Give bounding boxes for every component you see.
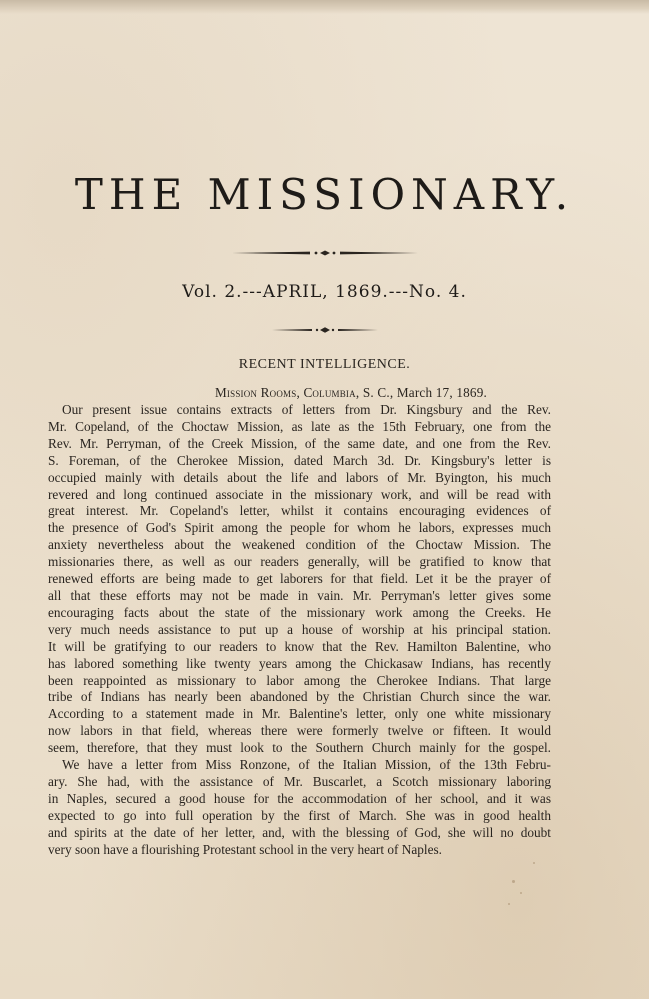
text-line: S. Foreman, of the Cherokee Mission, dated March 3d. Dr. Kingsbury's letter is <box>48 452 551 468</box>
dateline-rest: , S. C., March 17, 1869. <box>355 385 488 400</box>
dateline <box>215 385 487 401</box>
text-line: occupied mainly with details about the life and labors of Mr. Byington, his much <box>48 469 551 485</box>
paper-speck <box>533 862 535 864</box>
text-line: ary. She had, with the assistance of Mr. Buscarlet, a Scotch missionary laboring <box>48 773 551 789</box>
text-line: Our present issue contains extracts of letters from Dr. Kingsbury and the Rev. <box>62 402 551 417</box>
text-line: missionaries there, as well as our readers generally, will be gratified to know that <box>48 554 551 570</box>
text-line: very much needs assistance to put up a house of worship at his principal station. <box>48 621 551 637</box>
text-line: now labors in that field, whereas there were formerly twelve or fifteen. It would <box>48 723 551 739</box>
text-line: in Naples, secured a good house for the accommodation of her school, and it was <box>48 790 551 806</box>
dateline-place-2: Columbia <box>303 385 356 400</box>
text-line: seem, therefore, that they must look to the Southern Church mainly for the gospel. <box>48 740 551 756</box>
text-line: has labored something like twenty years among the Chickasaw Indians, has recently <box>48 655 551 671</box>
text-line: tribe of Indians has nearly been abandoned by the Christian Church since the war. <box>48 689 551 705</box>
text-line: been reappointed as missionary to labor among the Cherokee Indians. That large <box>48 672 551 688</box>
text-line: According to a statement made in Mr. Balentine's letter, only one white missionary <box>48 706 551 722</box>
masthead-title: THE MISSIONARY. <box>74 170 575 219</box>
issue-line: Vol. 2.---APRIL, 1869.---No. 4. <box>182 282 467 302</box>
text-line: revered and long continued associate in the missionary work, and will be read with <box>48 486 551 502</box>
text-line: We have a letter from Miss Ronzone, of the Italian Mission, of the 13th Febru- <box>62 757 551 773</box>
section-title: RECENT INTELLIGENCE. <box>238 357 411 372</box>
ornament-rule-bottom-graphic <box>270 325 380 335</box>
text-line: and spirits at the date of her letter, and, with the blessing of God, she will no doubt <box>48 824 551 840</box>
text-line: It will be gratifying to our readers to know that the Rev. Hamilton Balentine, who <box>48 638 551 654</box>
ornament-rule-top <box>0 248 649 258</box>
text-line: renewed efforts are being made to get laborers for that field. Let it be the prayer of <box>48 571 551 587</box>
paper-speck <box>512 880 515 883</box>
paragraph-1 <box>48 402 551 757</box>
text-line: anxiety nevertheless about the weakened condition of the Choctaw Mission. The <box>48 537 551 553</box>
dateline-comma: , <box>296 385 304 400</box>
page-top-edge <box>0 0 649 14</box>
text-line: the presence of God's Spirit among the people for whom he labors, expresses much <box>48 520 551 536</box>
text-line: expected to go into full operation by the first of March. She was in good health <box>48 807 551 823</box>
text-line: encouraging facts about the state of the missionary work among the Creeks. He <box>48 604 551 620</box>
text-line: very soon have a flourishing Protestant school in the very heart of Naples. <box>48 841 443 857</box>
paper-speck <box>508 903 510 905</box>
ornament-rule-bottom <box>0 325 649 335</box>
ornament-rule-top-graphic <box>230 248 420 258</box>
article-body <box>48 402 551 858</box>
text-line: Mr. Copeland, of the Choctaw Mission, as late as the 15th February, one from the <box>48 418 551 434</box>
paragraph-2 <box>48 757 551 858</box>
paper-speck <box>520 892 522 894</box>
dateline-place-1: Mission Rooms <box>215 385 297 400</box>
text-line: great interest. Mr. Copeland's letter, whilst it contains encouraging evidences of <box>48 503 551 519</box>
text-line: Rev. Mr. Perryman, of the Creek Mission, of the same date, and one from the Rev. <box>48 435 551 451</box>
text-line: all that these efforts may not be made in vain. Mr. Perryman's letter gives some <box>48 587 551 603</box>
